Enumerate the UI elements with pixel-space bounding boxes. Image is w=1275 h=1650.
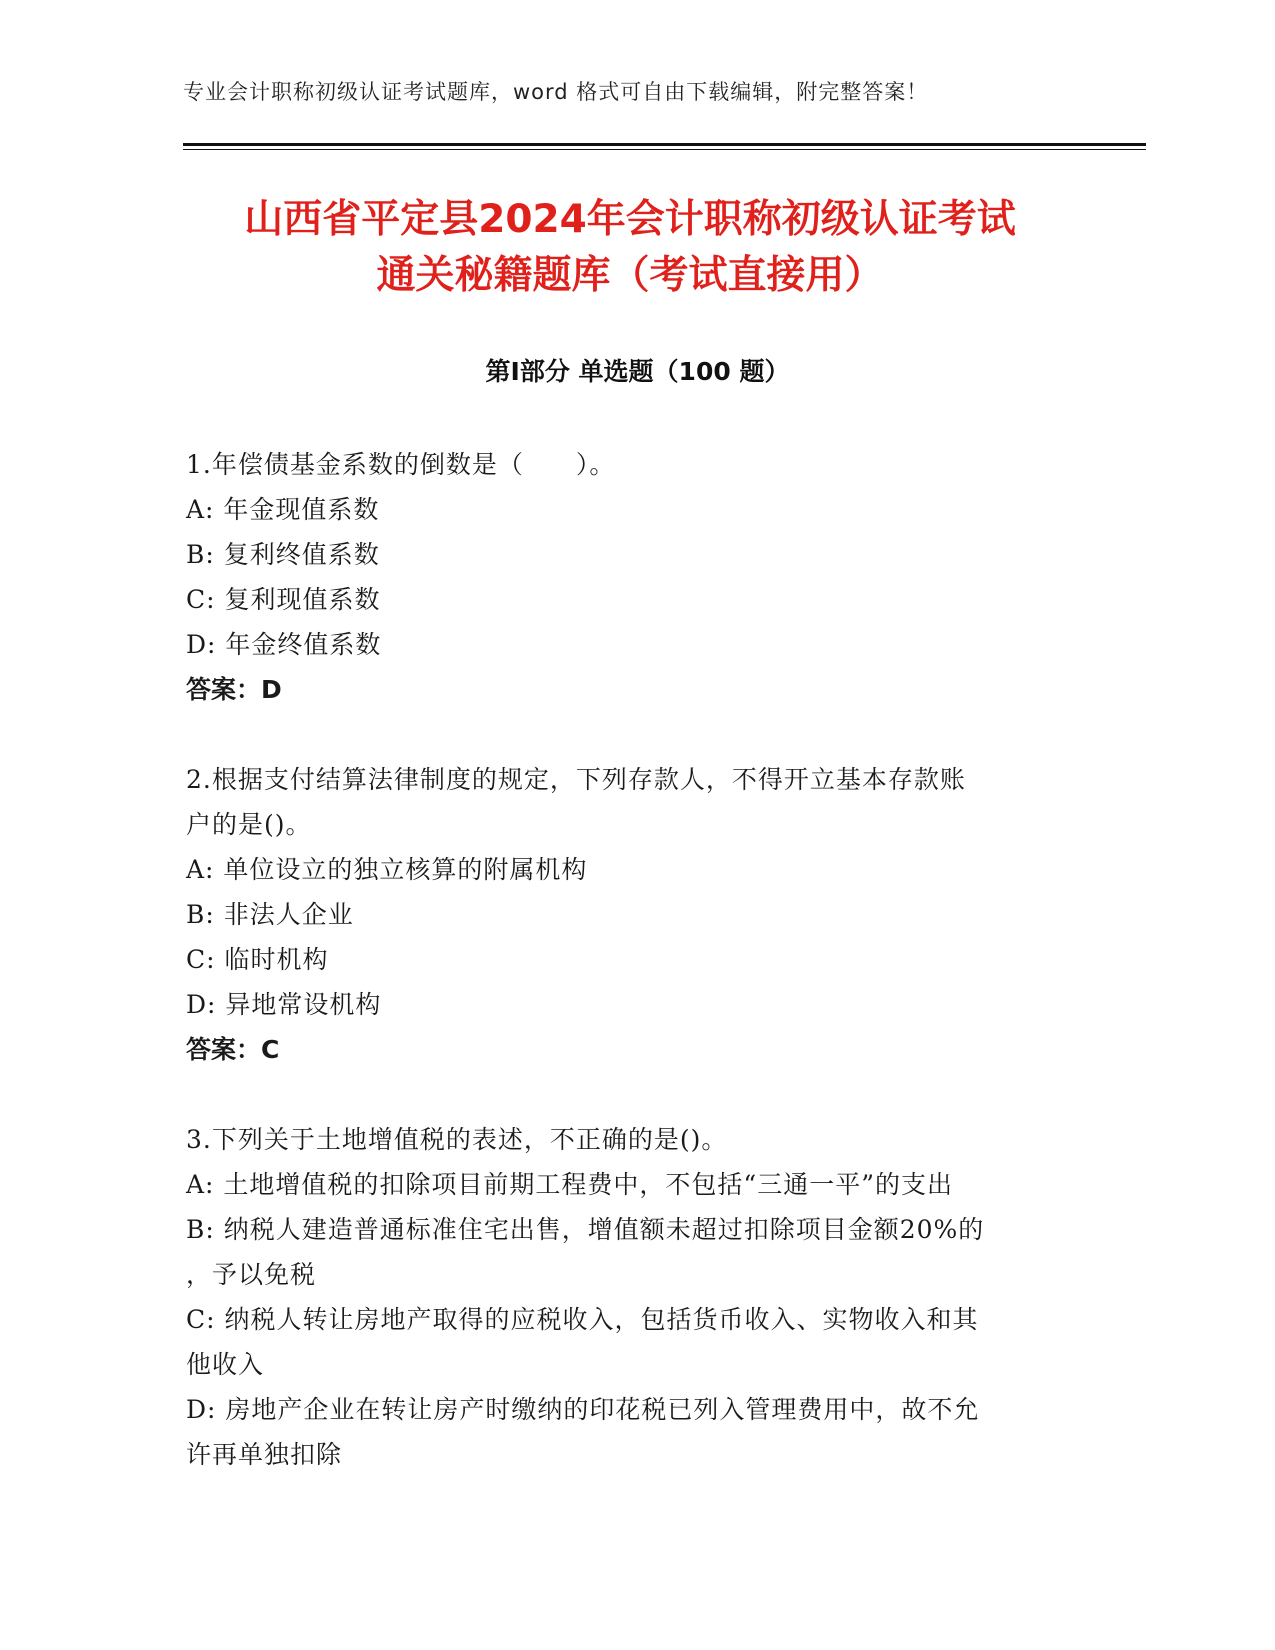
question-option: D: 年金终值系数: [186, 630, 382, 659]
question-1: [186, 442, 1066, 712]
answer: 答案：C: [186, 1035, 280, 1064]
question-list: [186, 442, 1066, 1522]
title-line-1: 山西省平定县2024年会计职称初级认证考试: [244, 197, 1016, 242]
header-divider: [183, 143, 1146, 146]
title-line-2: 通关秘籍题库（考试直接用）: [376, 253, 884, 298]
question-stem: 2.根据支付结算法律制度的规定，下列存款人，不得开立基本存款账: [186, 765, 966, 794]
question-option: B: 非法人企业: [186, 900, 354, 929]
question-option: A: 单位设立的独立核算的附属机构: [186, 855, 588, 884]
question-option: B: 纳税人建造普通标准住宅出售，增值额未超过扣除项目金额20%的: [186, 1215, 985, 1244]
question-option: 许再单独扣除: [186, 1440, 343, 1469]
question-option: C: 临时机构: [186, 945, 329, 974]
question-option: D: 房地产企业在转让房产时缴纳的印花税已列入管理费用中，故不允: [186, 1395, 980, 1424]
document-title: [180, 192, 1080, 304]
question-option: ，予以免税: [186, 1260, 317, 1289]
question-option: B: 复利终值系数: [186, 540, 380, 569]
question-option: A: 年金现值系数: [186, 495, 380, 524]
question-option: D: 异地常设机构: [186, 990, 382, 1019]
question-option: 他收入: [186, 1350, 265, 1379]
question-stem: 1.年偿债基金系数的倒数是（ ）。: [186, 450, 616, 479]
question-3: [186, 1117, 1066, 1477]
question-stem: 3.下列关于土地增值税的表述，不正确的是()。: [186, 1125, 728, 1154]
answer: 答案：D: [186, 675, 282, 704]
question-2: [186, 757, 1066, 1072]
header-divider-thin: [183, 149, 1146, 150]
header-note: 专业会计职称初级认证考试题库，word 格式可自由下载编辑，附完整答案！: [183, 80, 929, 104]
question-stem: 户的是()。: [186, 810, 312, 839]
question-option: C: 纳税人转让房地产取得的应税收入，包括货币收入、实物收入和其: [186, 1305, 979, 1334]
question-option: C: 复利现值系数: [186, 585, 381, 614]
question-option: A: 土地增值税的扣除项目前期工程费中，不包括“三通一平”的支出: [186, 1170, 953, 1199]
section-title: 第Ⅰ部分 单选题（100 题）: [485, 357, 790, 386]
